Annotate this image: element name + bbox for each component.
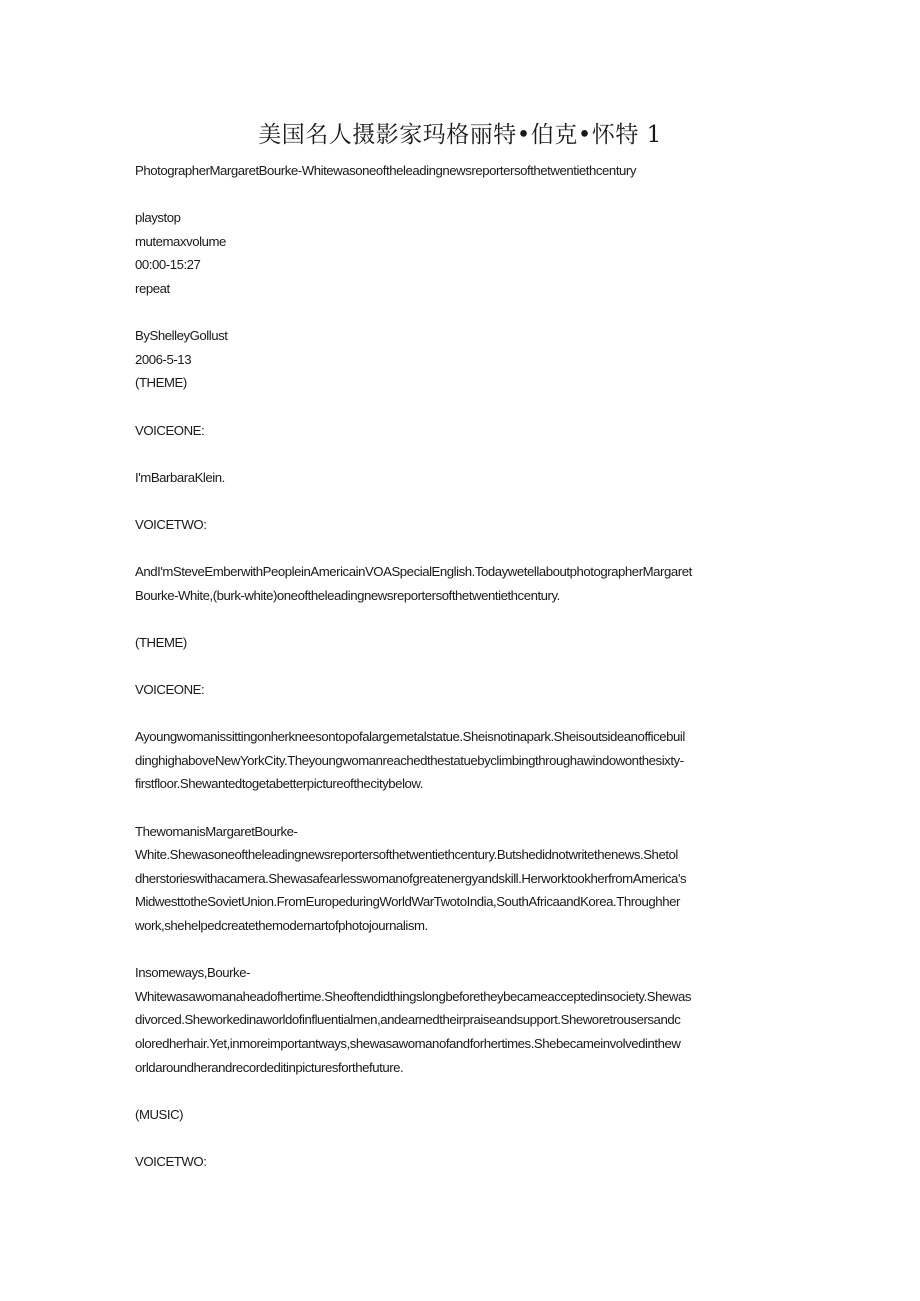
intro-two-line: AndI'mSteveEmberwithPeopleinAmericainVOASpecialEnglish.TodaywetellaboutphotographerMargaret (135, 564, 692, 580)
paragraph-line: orldaroundherandrecordeditinpicturesforthefuture. (135, 1059, 404, 1075)
paragraph-line: MidwesttotheSovietUnion.FromEuropeduringWorldWarTwotoIndia,SouthAfricaandKorea.Throughher (135, 894, 680, 910)
spacer (135, 1126, 785, 1150)
spacer (135, 654, 785, 678)
paragraph-line: dherstorieswithacamera.Shewasafearlesswomanofgreatenergyandskill.HerworktookherfromAmerica's (135, 870, 687, 886)
date: 2006-5-13 (135, 351, 192, 367)
spacer (135, 702, 785, 726)
paragraph-line: divorced.Sheworkedinaworldofinfluentialmen,andearnedtheirpraiseandsupport.Sheworetrousersandc (135, 1012, 681, 1028)
paragraph-line: dinghighaboveNewYorkCity.Theyoungwomanreachedthestatuebyclimbingthroughawindowonthesixty- (135, 752, 684, 768)
spacer (135, 442, 785, 466)
spacer (135, 301, 785, 325)
subtitle: PhotographerMargaretBourke-Whitewasoneoftheleadingnewsreportersofthetwentiethcentury (135, 163, 637, 178)
speaker-voice-one: VOICEONE: (135, 682, 205, 698)
speaker-voice-two: VOICETWO: (135, 516, 207, 532)
spacer (135, 489, 785, 513)
paragraph-line: Ayoungwomanissittingonherkneesontopofalargemetalstatue.Sheisnotinapark.Sheisoutsideanofficebuil (135, 729, 685, 745)
paragraph-line: work,shehelpedcreatethemodernartofphotojournalism. (135, 918, 428, 933)
paragraph-line: firstfloor.Shewantedtogetabetterpictureofthecitybelow. (135, 776, 423, 792)
spacer (135, 938, 785, 962)
document-body (135, 159, 785, 1174)
player-mute-volume: mutemaxvolume (135, 233, 226, 249)
paragraph-line: Whitewasawomanaheadofhertime.Sheoftendidthingslongbeforetheybecameacceptedinsociety.Shewas (135, 988, 691, 1004)
player-time: 00:00-15:27 (135, 257, 201, 273)
paragraph-line: oloredherhair.Yet,inmoreimportantways,shewasawomanofandforhertimes.Shebecameinvolvedinthew (135, 1035, 681, 1051)
spacer (135, 1079, 785, 1103)
page-title: 美国名人摄影家玛格丽特•伯克•怀特 1 (258, 122, 662, 148)
theme-cue: (THEME) (135, 634, 187, 650)
paragraph-line: White.Shewasoneoftheleadingnewsreportersofthetwentiethcentury.Butshedidnotwritethenews.Shetol (135, 847, 678, 863)
spacer (135, 796, 785, 820)
paragraph-line: ThewomanisMargaretBourke- (135, 823, 298, 839)
spacer (135, 537, 785, 561)
spacer (135, 395, 785, 419)
intro-one: I'mBarbaraKlein. (135, 469, 225, 485)
player-play-stop: playstop (135, 210, 181, 226)
intro-two-line: Bourke-White,(burk-white)oneoftheleadingnewsreportersofthetwentiethcentury. (135, 587, 560, 603)
speaker-voice-two: VOICETWO: (135, 1153, 207, 1169)
player-repeat: repeat (135, 280, 170, 296)
theme-cue: (THEME) (135, 375, 187, 391)
paragraph-line: Insomeways,Bourke- (135, 965, 251, 981)
byline: ByShelleyGollust (135, 328, 228, 344)
speaker-voice-one: VOICEONE: (135, 422, 205, 438)
music-cue: (MUSIC) (135, 1106, 184, 1122)
spacer (135, 183, 785, 207)
spacer (135, 607, 785, 631)
